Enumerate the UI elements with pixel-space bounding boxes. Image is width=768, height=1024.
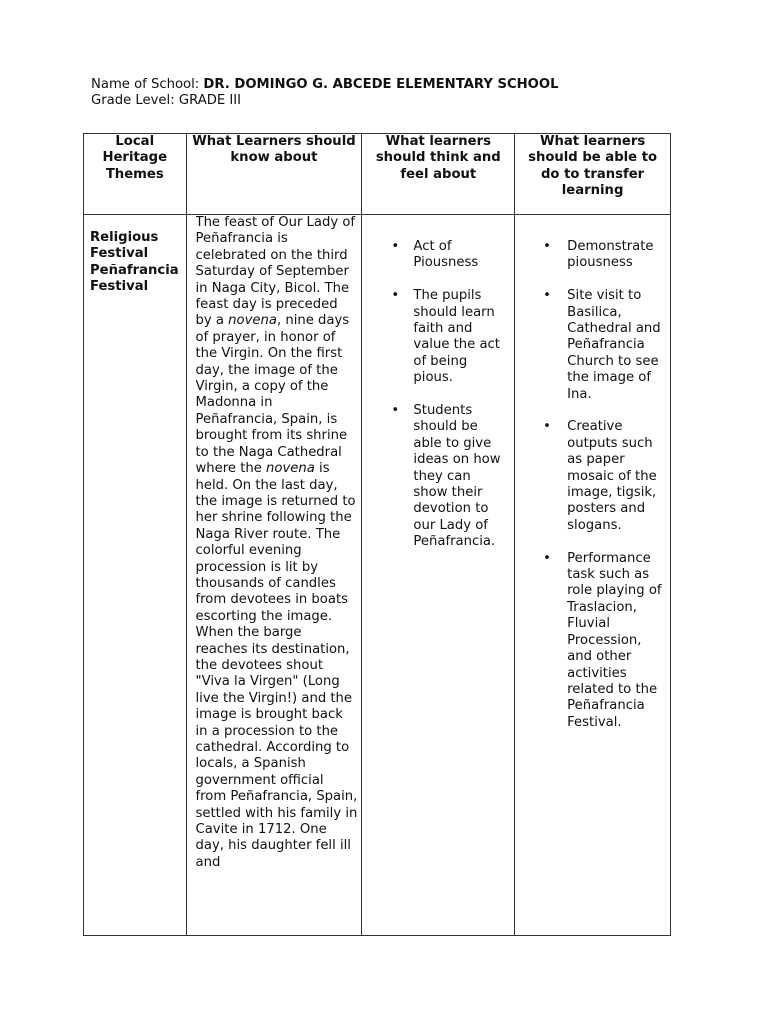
table-row: [84, 215, 671, 936]
grade-label: Grade Level:: [91, 93, 179, 108]
theme-line-2: Peñafrancia Festival: [90, 262, 179, 295]
bullet-icon: •: [543, 419, 551, 435]
list-item: • Site visit to Basilica, Cathedral and Peñafrancia Church to see the image of Ina.: [543, 288, 661, 402]
transfer-cell: [515, 215, 671, 936]
header-what-learners-think-feel: What learners should think and feel about: [362, 134, 515, 215]
school-line: [91, 77, 559, 93]
description-text: The feast of Our Lady of Peñafrancia is celebrated on the third Saturday of September in Naga City, Bicol. The feast day is preceded by a novena, nine days of prayer, in honor of the Virgin. On the first day, the image of the Virgin, a copy of the Madonna in Peñafrancia, Spain, is brought from its shrine to the Naga Cathedral where the novena is held. On the last day, the image is returned to her shrine following the Naga River route. The colorful evening procession is lit by thousands of candles from devotees in boats escorting the image. When the barge reaches its destination, the devotees shout "Viva la Virgen" (Long live the Virgin!) and the image is brought back in a procession to the cathedral. According to locals, a Spanish government official from Peñafrancia, Spain, settled with his family in Cavite in 1712. One day, his daughter fell ill and: [195, 215, 358, 870]
theme-line-1: Religious Festival: [90, 230, 159, 262]
grade-value: GRADE III: [178, 93, 242, 108]
school-name: DR. DOMINGO G. ABCEDE ELEMENTARY SCHOOL: [203, 77, 559, 92]
bullet-icon: •: [543, 239, 551, 254]
bullet-icon: •: [391, 288, 400, 304]
theme-cell: [84, 215, 187, 936]
list-item: • The pupils should learn faith and value the act of being pious.: [391, 288, 500, 386]
think-feel-list: [362, 239, 510, 551]
bullet-icon: •: [391, 403, 400, 419]
table-header-row: [84, 134, 671, 215]
description-cell: [186, 215, 362, 936]
bullet-icon: •: [543, 288, 551, 304]
list-item: • Act of Piousness: [391, 239, 479, 271]
list-item: • Students should be able to give ideas on how they can show their devotion to our Lady of Peñafrancia.: [391, 403, 501, 550]
think-feel-cell: [362, 215, 515, 936]
header-what-learners-know: What Learners should know about: [186, 134, 362, 215]
bullet-icon: •: [543, 550, 551, 566]
grade-line: [91, 93, 559, 109]
school-label: Name of School:: [91, 77, 204, 92]
bullet-icon: •: [391, 239, 400, 254]
transfer-list: [515, 239, 666, 731]
list-item: • Performance task such as role playing of Traslacion, Fluvial Procession, and other activities related to the Peñafrancia Festival.: [543, 550, 662, 730]
header-local-heritage-themes: Local Heritage Themes: [84, 134, 187, 215]
document-header: [91, 77, 559, 109]
heritage-table: [83, 133, 671, 936]
list-item: • Demonstrate piousness: [543, 239, 654, 271]
header-what-learners-transfer: What learners should be able to do to transfer learning: [515, 134, 671, 215]
list-item: • Creative outputs such as paper mosaic of the image, tigsik, posters and slogans.: [543, 419, 657, 533]
